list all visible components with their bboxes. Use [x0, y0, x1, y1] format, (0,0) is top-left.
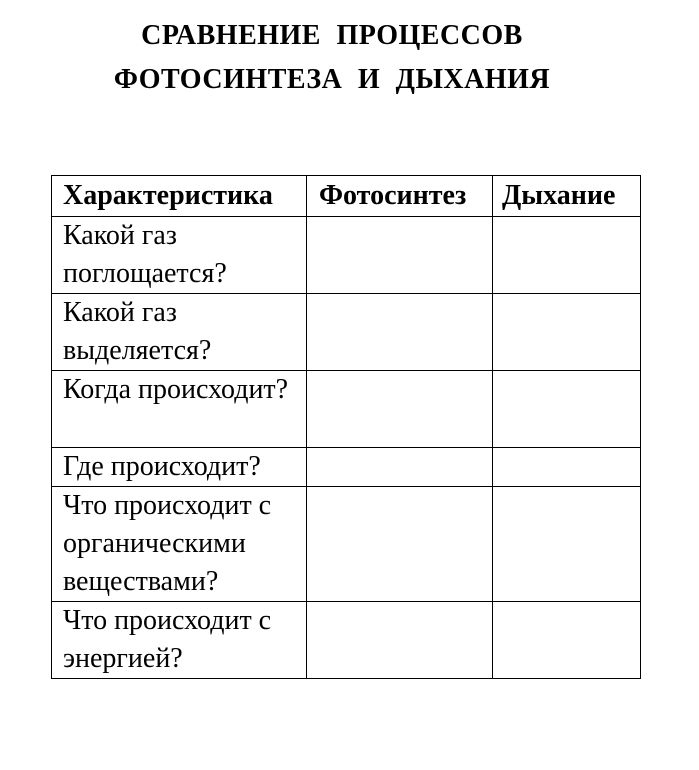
- title-line-2: ФОТОСИНТЕЗА И ДЫХАНИЯ: [113, 64, 551, 95]
- respiration-cell[interactable]: [493, 371, 641, 448]
- row-question: Что происходит с энергией?: [52, 602, 307, 679]
- photosynthesis-cell[interactable]: [307, 487, 493, 602]
- comparison-table: [51, 175, 641, 679]
- respiration-cell[interactable]: [493, 448, 641, 487]
- row-question: Когда происходит?: [52, 371, 307, 448]
- row-question: Какой газ поглощается?: [52, 217, 307, 294]
- table-row: [52, 371, 641, 448]
- row-question: Что происходит с органическими веществами?: [52, 487, 307, 602]
- respiration-cell[interactable]: [493, 487, 641, 602]
- header-respiration: Дыхание: [493, 176, 641, 217]
- respiration-cell[interactable]: [493, 294, 641, 371]
- header-characteristic: Характеристика: [52, 176, 307, 217]
- respiration-cell[interactable]: [493, 602, 641, 679]
- row-question: Какой газ выделяется?: [52, 294, 307, 371]
- photosynthesis-cell[interactable]: [307, 371, 493, 448]
- table-row: [52, 602, 641, 679]
- photosynthesis-cell[interactable]: [307, 294, 493, 371]
- header-photosynthesis: Фотосинтез: [307, 176, 493, 217]
- photosynthesis-cell[interactable]: [307, 217, 493, 294]
- respiration-cell[interactable]: [493, 217, 641, 294]
- page-title: [0, 14, 664, 102]
- table-row: [52, 487, 641, 602]
- table-header-row: [52, 176, 641, 217]
- table-row: [52, 294, 641, 371]
- title-line-1: СРАВНЕНИЕ ПРОЦЕССОВ: [141, 20, 523, 51]
- photosynthesis-cell[interactable]: [307, 448, 493, 487]
- row-question: Где происходит?: [52, 448, 307, 487]
- photosynthesis-cell[interactable]: [307, 602, 493, 679]
- table-row: [52, 217, 641, 294]
- table-row: [52, 448, 641, 487]
